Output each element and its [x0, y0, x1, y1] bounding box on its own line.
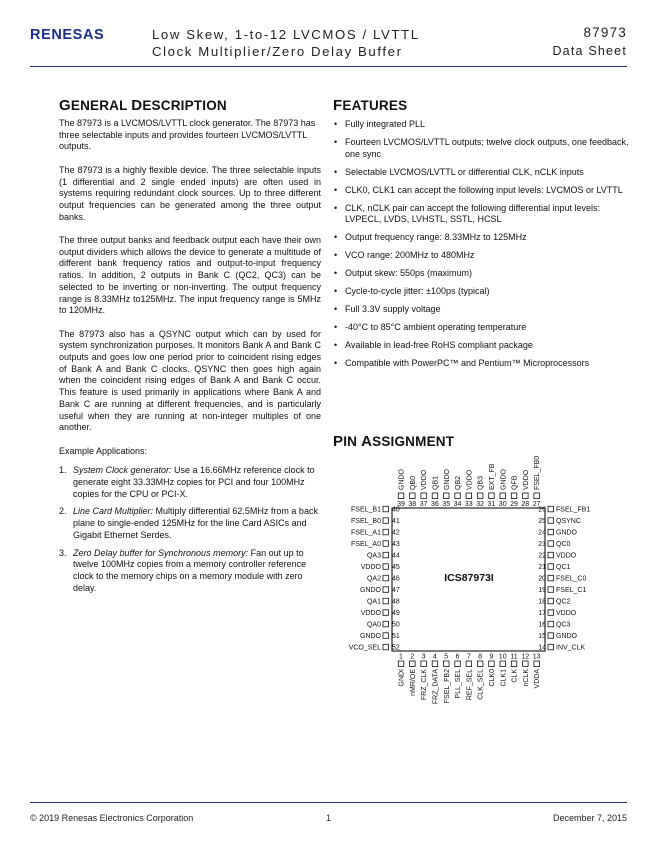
- pin-label: QSYNC: [556, 517, 581, 525]
- pin-number: 5: [444, 653, 449, 661]
- pin-number: 24: [538, 529, 546, 537]
- application-item: 2. Line Card Multiplier: Multiply differential 62.5MHz from a back plane to single-ended 125MHz for the line Card ASICs and Gigabit Ethernet Serdes.: [59, 506, 318, 540]
- bullet: •: [334, 166, 338, 177]
- pin-label: GNDO: [443, 469, 451, 490]
- pin-label: QB0: [409, 475, 417, 490]
- pin-number: 30: [498, 501, 507, 508]
- bullet: •: [334, 119, 338, 129]
- footer-date: December 7, 2015: [552, 813, 627, 823]
- pin-pad: [523, 661, 529, 667]
- pin-number: 28: [521, 501, 530, 508]
- pin-number: 32: [476, 501, 484, 508]
- application-item: 1. System Clock generator: Use a 16.66MHz reference clock to generate eight 33.33MHz copies for PCI and four 100MHz copies for the CPU or PCI-X.: [59, 465, 315, 499]
- pin-number: 3: [421, 653, 426, 661]
- pin-pad: [548, 564, 554, 570]
- pin-label: VDDA: [534, 669, 542, 689]
- pin-number: 13: [532, 653, 541, 661]
- pin-number: 15: [538, 632, 546, 640]
- title-line-1: Low Skew, 1-to-12 LVCMOS / LVTTL: [152, 27, 420, 42]
- pin-number: 39: [397, 501, 405, 508]
- pin-number: 42: [392, 529, 400, 537]
- pin-number: 4: [432, 653, 437, 661]
- pin-number: 49: [392, 609, 400, 617]
- pin-label: VDDO: [360, 563, 381, 571]
- pin-pad: [421, 493, 427, 499]
- pin-label: GNDO: [360, 632, 381, 640]
- pin-number: 17: [538, 609, 546, 617]
- pin-pad: [548, 552, 554, 558]
- pin-number: 14: [538, 644, 546, 652]
- pin-pad: [421, 661, 427, 667]
- pin-pad: [489, 493, 495, 499]
- bullet: •: [334, 184, 338, 195]
- part-number: 87973: [583, 25, 627, 40]
- bullet: •: [334, 268, 338, 279]
- general-description-heading: GENERAL DESCRIPTION: [59, 97, 227, 114]
- pin-pad: [534, 661, 540, 667]
- apps-title: Example Applications:: [59, 445, 148, 456]
- pin-label: FSEL_B0: [351, 517, 381, 525]
- page-number: 1: [326, 813, 332, 823]
- pin-pad: [383, 529, 389, 535]
- pin-pad: [410, 493, 416, 499]
- feature-item: • Fully integrated PLL: [334, 119, 426, 129]
- pin-label: VDDO: [556, 609, 577, 617]
- pin-pad: [500, 661, 506, 667]
- pin-number: 18: [538, 598, 546, 606]
- pin-number: 20: [538, 575, 546, 583]
- pin-label: CLK_SEL: [477, 669, 485, 700]
- pin-pad: [444, 661, 450, 667]
- pin-label: FSEL_C1: [556, 586, 587, 594]
- application-item: 3. Zero Delay buffer for Synchronous memory: Fan out up to twelve 100MHz copies from a memory controller reference clock to the memory chips on a memory module with zero delay.: [59, 547, 307, 593]
- pin-pad: [548, 610, 554, 616]
- pin-number: 26: [538, 506, 546, 514]
- paragraph-1: The 87973 is a LVCMOS/LVTTL clock generator. The 87973 has three selectable inputs and provides fourteen LVCMOS/LVTTL outputs.: [59, 118, 316, 152]
- pin-pad: [500, 493, 506, 499]
- pin-pad: [383, 633, 389, 639]
- pin-number: 38: [408, 501, 417, 508]
- pin-assignment-heading: PIN ASSIGNMENT: [333, 433, 455, 450]
- pin-number: 41: [392, 517, 400, 525]
- pin-pad: [511, 493, 517, 499]
- pin-pad: [383, 598, 389, 604]
- footer-rule: [30, 802, 627, 803]
- feature-item: • Available in lead-free RoHS compliant package: [334, 340, 533, 351]
- pin-pad: [523, 493, 529, 499]
- pin-label: QA1: [366, 598, 381, 606]
- pin-number: 34: [453, 501, 462, 508]
- bullet: •: [334, 358, 338, 369]
- renesas-logo: RENESAS: [30, 27, 105, 43]
- pin-label: QB2: [455, 475, 463, 490]
- feature-item: • Full 3.3V supply voltage: [334, 304, 441, 315]
- pin-pad: [548, 633, 554, 639]
- feature-item: • Cycle-to-cycle jitter: ±100ps (typical): [334, 286, 490, 297]
- pin-pad: [410, 661, 416, 667]
- pin-pad: [477, 661, 483, 667]
- bullet: •: [334, 250, 338, 261]
- pin-pad: [511, 661, 517, 667]
- chip-name: ICS87973I: [444, 572, 494, 584]
- pin-pad: [548, 518, 554, 524]
- bullet: •: [334, 232, 338, 243]
- pin-pad: [455, 661, 461, 667]
- pin-pad: [489, 661, 495, 667]
- pin-pad: [466, 661, 472, 667]
- pin-label: VDDO: [556, 552, 577, 560]
- pin-number: 47: [392, 586, 400, 594]
- pin-label: CLK0: [489, 669, 496, 687]
- pin-pad: [534, 493, 540, 499]
- paragraph-3: The three output banks and feedback output each have their own output dividers which allows the device to generate a multitude of different bank frequency ratios and output-to-input frequency ratios. In addition, 2 outputs in Bank C (QC2, QC3) can be selected to be inverting or non-inverting. The output frequency range is 8.33MHz to125MHz. The input frequency range is 5MHz to 120MHz.: [59, 235, 321, 316]
- pin-number: 1: [399, 653, 403, 661]
- pin-pad: [548, 575, 554, 581]
- pin-label: QB3: [477, 475, 485, 490]
- pin-number: 21: [538, 563, 546, 571]
- pin-label: QC3: [556, 621, 571, 629]
- pin-number: 29: [510, 501, 518, 508]
- title-line-2: Clock Multiplier/Zero Delay Buffer: [152, 44, 403, 59]
- paragraph-4: The 87973 also has a QSYNC output which can by used for system synchronization purposes. It monitors Bank A and Bank C outputs and goes low one period prior to coincident rising edges of Bank A and Bank C clocks. QSYNC then goes high again when the coincident rising edges of Bank A and Bank C occur. This feature is used primarily in applications where Bank A and Bank C are running at different frequencies, and is particularly useful when they are running at non-integer multiples of one another.: [59, 328, 321, 433]
- pin-pad: [444, 493, 450, 499]
- pin-number: 50: [392, 621, 400, 629]
- pin-label: FSEL_A1: [351, 529, 381, 537]
- pin-label: PLL_SEL: [455, 669, 463, 699]
- pin-number: 46: [392, 575, 400, 583]
- pin-label: QA2: [366, 575, 381, 583]
- pin-pad: [383, 610, 389, 616]
- feature-item: • Output skew: 550ps (maximum): [334, 268, 473, 279]
- pin-label: QFB: [511, 475, 519, 490]
- pin-number: 43: [392, 540, 400, 548]
- feature-item: • Selectable LVCMOS/LVTTL or differential CLK, nCLK inputs: [334, 166, 584, 177]
- pin-label: FSEL_FB1: [556, 506, 591, 514]
- pin-label: QB1: [432, 475, 440, 490]
- pin-label: GNDO: [398, 469, 406, 490]
- pin-label: GNDO: [556, 632, 577, 640]
- pin-pad: [383, 644, 389, 650]
- pin-label: INV_CLK: [556, 644, 586, 652]
- features-heading: FEATURES: [333, 97, 408, 114]
- pin-label: REF_SEL: [466, 669, 474, 701]
- pin-label: VCO_SEL: [348, 644, 381, 652]
- feature-item: • VCO range: 200MHz to 480MHz: [334, 250, 475, 261]
- pin-pad: [548, 541, 554, 547]
- pin-number: 2: [410, 653, 415, 661]
- pin-number: 23: [538, 540, 546, 548]
- pin-pad: [466, 493, 472, 499]
- pin-label: QC2: [556, 598, 571, 606]
- pin-pad: [548, 598, 554, 604]
- pin-number: 7: [466, 653, 471, 661]
- pin-pad: [548, 587, 554, 593]
- pin-label: FSEL_C0: [556, 575, 587, 583]
- copyright: © 2019 Renesas Electronics Corporation: [30, 813, 194, 823]
- pin-label: VDDO: [522, 469, 530, 490]
- pin-label: FRZ_CLK: [421, 669, 429, 701]
- pin-label: VDDO: [360, 609, 381, 617]
- pin-pad: [548, 506, 554, 512]
- pin-number: 45: [392, 563, 400, 571]
- pin-number: 12: [521, 653, 530, 661]
- pin-number: 37: [419, 501, 428, 508]
- pin-pad: [383, 541, 389, 547]
- pin-label: QA0: [366, 621, 381, 629]
- pin-label: QA3: [366, 552, 381, 560]
- feature-item: • CLK0, CLK1 can accept the following input levels: LVCMOS or LVTTL: [334, 184, 623, 195]
- pin-number: 25: [538, 517, 546, 525]
- feature-item: • Fourteen LVCMOS/LVTTL outputs; twelve clock outputs, one feedback, one sync: [334, 137, 629, 159]
- pin-number: 44: [392, 552, 400, 560]
- pin-label: FSEL_B1: [351, 506, 381, 514]
- pin-label: FSEL_FB2: [443, 669, 451, 704]
- pin-number: 31: [487, 501, 496, 508]
- bullet: •: [334, 322, 338, 333]
- pin-number: 19: [538, 586, 546, 594]
- pin-pad: [432, 661, 438, 667]
- pin-label: FSEL_A0: [351, 540, 381, 548]
- paragraph-2: The 87973 is a highly flexible device. The three selectable inputs (1 differential and 2 single ended inputs) are often used in systems requiring redundant clock sources. Up to three different output frequencies can be generated among the three output banks.: [59, 164, 321, 222]
- bullet: •: [334, 137, 338, 147]
- pin-label: FSEL_FB0: [534, 455, 542, 490]
- pin-number: 6: [455, 653, 460, 661]
- pin-number: 36: [431, 501, 439, 508]
- pin-label: GNDO: [360, 586, 381, 594]
- pin-number: 51: [392, 632, 400, 640]
- pin-label: GNDO: [500, 469, 508, 490]
- pin-pad: [383, 506, 389, 512]
- pin-label: GNDI: [398, 669, 406, 687]
- bullet: •: [334, 340, 338, 351]
- pin-label: FRZ_DATA: [432, 669, 440, 705]
- pin-pad: [548, 529, 554, 535]
- pin-number: 33: [464, 501, 473, 508]
- pin-label: EXT_FB: [489, 463, 496, 490]
- pin-number: 35: [442, 501, 451, 508]
- pin-label: GNDO: [556, 529, 577, 537]
- pin-label: VDDO: [421, 469, 429, 490]
- pin-label: nCLK: [522, 669, 530, 687]
- pin-pad: [432, 493, 438, 499]
- pin-number: 16: [538, 621, 546, 629]
- pin-label: nMR/OE: [409, 669, 417, 696]
- bullet: •: [334, 304, 338, 315]
- pin-number: 9: [489, 653, 494, 661]
- feature-item: • CLK, nCLK pair can accept the following differential input levels: LVPECL, LVDS, LVHSTL, SSTL, HCSL: [334, 202, 600, 225]
- pin-number: 52: [392, 644, 400, 652]
- pin-label: CLK: [511, 669, 519, 683]
- pin-pad: [455, 493, 461, 499]
- pin-number: 8: [478, 653, 483, 661]
- pin-label: VDDO: [466, 469, 474, 490]
- bullet: •: [334, 286, 338, 297]
- pin-pad: [383, 552, 389, 558]
- feature-item: • Compatible with PowerPC™ and Pentium™ Microprocessors: [334, 358, 590, 369]
- pin-pad: [383, 575, 389, 581]
- pin-pad: [548, 644, 554, 650]
- pin-label: QC1: [556, 563, 571, 571]
- pin-pad: [383, 587, 389, 593]
- bullet: •: [334, 202, 338, 213]
- pin-pad: [383, 621, 389, 627]
- pin-label: CLK1: [500, 669, 508, 687]
- pin-number: 11: [510, 653, 518, 661]
- pin-pad: [398, 661, 404, 667]
- pin-pad: [477, 493, 483, 499]
- doc-type: Data Sheet: [552, 44, 627, 58]
- feature-item: • -40°C to 85°C ambient operating temperature: [334, 322, 527, 333]
- pin-number: 10: [498, 653, 507, 661]
- pin-pad: [383, 564, 389, 570]
- pin-number: 48: [392, 598, 400, 606]
- pin-number: 40: [392, 506, 400, 514]
- pin-number: 22: [538, 552, 546, 560]
- pin-pad: [548, 621, 554, 627]
- pin-label: QC0: [556, 540, 571, 548]
- feature-item: • Output frequency range: 8.33MHz to 125MHz: [334, 232, 527, 243]
- pin-number: 27: [532, 501, 541, 508]
- pin-pad: [398, 493, 404, 499]
- pin-pad: [383, 518, 389, 524]
